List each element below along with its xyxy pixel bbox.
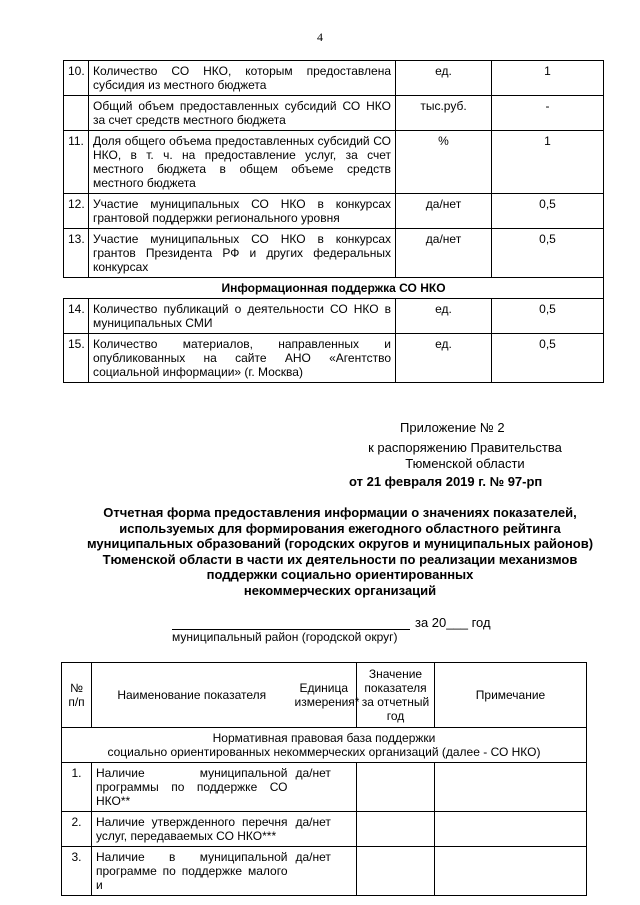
row-number: 3.	[62, 847, 92, 896]
table-row	[64, 96, 604, 131]
section-line: Нормативная правовая база поддержки	[212, 731, 436, 745]
header-row	[62, 663, 587, 728]
indicator-unit: да/нет	[396, 229, 492, 278]
section-row	[64, 278, 604, 299]
indicator-name: Участие муниципальных СО НКО в конкурсах грантов Президента РФ и других федеральных конкурсах	[89, 229, 396, 278]
row-number: 15.	[64, 334, 89, 383]
row-number: 1.	[62, 763, 92, 812]
note-cell[interactable]	[435, 847, 587, 896]
indicator-unit: да/нет	[292, 812, 357, 847]
indicator-value: 1	[492, 61, 604, 96]
form-title-line: Тюменской области в части их деятельности по реализации механизмов	[102, 551, 578, 567]
indicator-name: Количество материалов, направленных и опубликованных на сайте АНО «Агентство социальной информации» (г. Москва)	[89, 334, 396, 383]
table-row	[64, 194, 604, 229]
page-number: 4	[317, 30, 323, 44]
indicator-name: Количество СО НКО, которым предоставлена субсидия из местного бюджета	[89, 61, 396, 96]
indicator-value: 0,5	[492, 229, 604, 278]
row-number: 2.	[62, 812, 92, 847]
indicator-name: Наличие муниципальной программы по поддержке СО НКО**	[92, 763, 292, 812]
section-heading	[62, 728, 587, 763]
indicator-unit: ед.	[396, 299, 492, 334]
section-line: социально ориентированных некоммерческих организаций (далее - СО НКО)	[107, 745, 541, 759]
indicator-value: -	[492, 96, 604, 131]
table-row	[64, 334, 604, 383]
table-row	[64, 131, 604, 194]
value-cell[interactable]	[357, 763, 435, 812]
table-row	[64, 299, 604, 334]
form-title-line: используемых для формирования ежегодного областного рейтинга	[119, 520, 561, 536]
form-title-line: муниципальных образований (городских округов и муниципальных районов)	[86, 536, 594, 551]
header-value: Значение показателя за отчетный год	[357, 663, 435, 728]
table-row	[62, 763, 587, 812]
indicator-name: Общий объем предоставленных субсидий СО НКО за счет средств местного бюджета	[89, 96, 396, 131]
header-num: № п/п	[62, 663, 92, 728]
indicator-unit: да/нет	[292, 763, 357, 812]
form-title	[60, 505, 620, 598]
header-note: Примечание	[435, 663, 587, 728]
indicator-unit: да/нет	[396, 194, 492, 229]
section-heading: Информационная поддержка СО НКО	[64, 278, 604, 299]
indicator-unit: %	[396, 131, 492, 194]
indicator-name: Наличие утвержденного перечня услуг, передаваемых СО НКО***	[92, 812, 292, 847]
indicator-value: 0,5	[492, 194, 604, 229]
indicator-unit: ед.	[396, 61, 492, 96]
header-unit: Единица измерения*	[292, 663, 357, 728]
report-year: за 20___ год	[415, 615, 491, 630]
value-cell[interactable]	[357, 812, 435, 847]
row-number	[64, 96, 89, 131]
indicator-unit: да/нет	[292, 847, 357, 896]
row-number: 14.	[64, 299, 89, 334]
form-title-line: поддержки социально ориентированных	[206, 567, 474, 582]
row-number: 10.	[64, 61, 89, 96]
indicator-name: Количество публикаций о деятельности СО НКО в муниципальных СМИ	[89, 299, 396, 334]
note-cell[interactable]	[435, 812, 587, 847]
header-name: Наименование показателя	[92, 663, 292, 728]
indicators-table-continued	[63, 60, 604, 383]
municipality-caption: муниципальный район (городской округ)	[172, 630, 398, 644]
form-title-line: Отчетная форма предоставления информации о значениях показателей,	[103, 505, 577, 520]
appendix-date: от 21 февраля 2019 г. № 97-рп	[349, 474, 543, 489]
value-cell[interactable]	[357, 847, 435, 896]
appendix-reference: к распоряжению Правительства Тюменской области	[368, 440, 562, 471]
indicator-name: Участие муниципальных СО НКО в конкурсах грантовой поддержки регионального уровня	[89, 194, 396, 229]
municipality-blank-line	[172, 615, 410, 630]
report-form-table	[61, 662, 587, 896]
indicator-name: Доля общего объема предоставленных субсидий СО НКО, в т. ч. на предоставление услуг, за счет местного бюджета в общем объеме средств местного бюджета	[89, 131, 396, 194]
section-row	[62, 728, 587, 763]
indicator-name: Наличие в муниципальной программе по поддержке малого и	[92, 847, 292, 896]
row-number: 11.	[64, 131, 89, 194]
table-row	[64, 61, 604, 96]
indicator-unit: тыс.руб.	[396, 96, 492, 131]
form-title-line: некоммерческих организаций	[243, 582, 437, 598]
indicator-value: 0,5	[492, 299, 604, 334]
row-number: 12.	[64, 194, 89, 229]
table-row	[64, 229, 604, 278]
indicator-value: 1	[492, 131, 604, 194]
indicator-value: 0,5	[492, 334, 604, 383]
note-cell[interactable]	[435, 763, 587, 812]
row-number: 13.	[64, 229, 89, 278]
table-row	[62, 812, 587, 847]
indicator-unit: ед.	[396, 334, 492, 383]
table-row	[62, 847, 587, 896]
appendix-number: Приложение № 2	[400, 420, 505, 435]
